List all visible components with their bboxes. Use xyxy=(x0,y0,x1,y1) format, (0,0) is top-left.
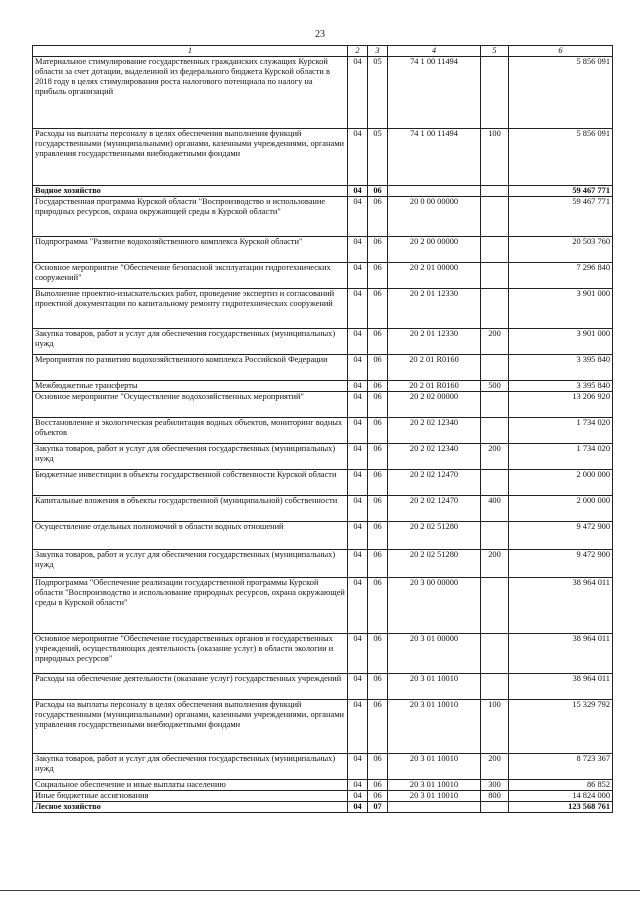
cell-target-code: 20 2 02 12340 xyxy=(388,418,481,444)
table-row xyxy=(33,329,613,355)
table-row xyxy=(33,578,613,634)
cell-subsection: 06 xyxy=(368,634,388,674)
cell-subsection: 06 xyxy=(368,381,388,392)
cell-amount: 5 856 091 xyxy=(509,129,613,186)
cell-amount: 3 395 840 xyxy=(509,381,613,392)
budget-table xyxy=(32,45,613,813)
header-cell-name: 1 xyxy=(33,46,348,57)
cell-subsection: 06 xyxy=(368,186,388,197)
cell-target-code: 20 2 02 00000 xyxy=(388,392,481,418)
cell-section: 04 xyxy=(348,186,368,197)
cell-expense-type: 100 xyxy=(481,700,509,754)
cell-target-code: 20 2 02 12470 xyxy=(388,470,481,496)
cell-name: Подпрограмма "Обеспечение реализации государственной программы Курской области "Воспроизводство и использование природных ресурсов, охрана окружающей среды в Курской области" xyxy=(33,578,348,634)
cell-target-code: 20 3 01 10010 xyxy=(388,780,481,791)
cell-target-code: 20 3 01 10010 xyxy=(388,674,481,700)
cell-amount: 1 734 020 xyxy=(509,444,613,470)
cell-name: Расходы на выплаты персоналу в целях обеспечения выполнения функций государственными (муниципальными) органами, казенными учреждениями, органами управления государственными внебюджетными фондами xyxy=(33,129,348,186)
cell-target-code: 20 3 01 10010 xyxy=(388,754,481,780)
cell-subsection: 06 xyxy=(368,700,388,754)
table-row xyxy=(33,381,613,392)
cell-amount: 13 206 920 xyxy=(509,392,613,418)
cell-section: 04 xyxy=(348,754,368,780)
cell-expense-type xyxy=(481,263,509,289)
table-row xyxy=(33,355,613,381)
cell-expense-type xyxy=(481,418,509,444)
cell-section: 04 xyxy=(348,129,368,186)
cell-expense-type xyxy=(481,186,509,197)
cell-expense-type xyxy=(481,634,509,674)
cell-section: 04 xyxy=(348,700,368,754)
cell-subsection: 06 xyxy=(368,674,388,700)
cell-amount: 3 901 000 xyxy=(509,329,613,355)
cell-section: 04 xyxy=(348,802,368,813)
cell-expense-type xyxy=(481,197,509,237)
cell-expense-type: 300 xyxy=(481,780,509,791)
table-row xyxy=(33,57,613,129)
cell-expense-type: 100 xyxy=(481,129,509,186)
cell-target-code: 20 2 01 12330 xyxy=(388,329,481,355)
cell-name: Закупка товаров, работ и услуг для обеспечения государственных (муниципальных) нужд xyxy=(33,754,348,780)
table-row xyxy=(33,496,613,522)
cell-expense-type: 800 xyxy=(481,791,509,802)
cell-name: Межбюджетные трансферты xyxy=(33,381,348,392)
cell-expense-type xyxy=(481,522,509,550)
cell-name: Основное мероприятие "Осуществление водохозяйственных мероприятий" xyxy=(33,392,348,418)
cell-target-code: 20 2 02 12340 xyxy=(388,444,481,470)
cell-expense-type xyxy=(481,237,509,263)
cell-section: 04 xyxy=(348,470,368,496)
table-row xyxy=(33,263,613,289)
cell-name: Иные бюджетные ассигнования xyxy=(33,791,348,802)
cell-section: 04 xyxy=(348,263,368,289)
cell-subsection: 06 xyxy=(368,578,388,634)
cell-expense-type xyxy=(481,57,509,129)
cell-target-code: 20 0 00 00000 xyxy=(388,197,481,237)
cell-target-code: 20 2 02 51280 xyxy=(388,550,481,578)
cell-section: 04 xyxy=(348,634,368,674)
cell-subsection: 05 xyxy=(368,57,388,129)
cell-subsection: 06 xyxy=(368,522,388,550)
cell-section: 04 xyxy=(348,522,368,550)
cell-amount: 5 856 091 xyxy=(509,57,613,129)
cell-subsection: 06 xyxy=(368,418,388,444)
cell-section: 04 xyxy=(348,578,368,634)
table-row xyxy=(33,791,613,802)
cell-subsection: 05 xyxy=(368,129,388,186)
cell-expense-type xyxy=(481,802,509,813)
cell-target-code: 20 2 01 12330 xyxy=(388,289,481,329)
cell-amount: 3 901 000 xyxy=(509,289,613,329)
cell-section: 04 xyxy=(348,237,368,263)
cell-target-code: 20 2 01 00000 xyxy=(388,263,481,289)
header-cell-target-code: 4 xyxy=(388,46,481,57)
cell-amount: 20 503 760 xyxy=(509,237,613,263)
cell-expense-type xyxy=(481,470,509,496)
cell-target-code: 20 3 00 00000 xyxy=(388,578,481,634)
cell-section: 04 xyxy=(348,57,368,129)
cell-target-code: 74 1 00 11494 xyxy=(388,129,481,186)
cell-amount: 123 568 761 xyxy=(509,802,613,813)
cell-name: Осуществление отдельных полномочий в области водных отношений xyxy=(33,522,348,550)
cell-section: 04 xyxy=(348,791,368,802)
header-cell-amount: 6 xyxy=(509,46,613,57)
cell-subsection: 06 xyxy=(368,791,388,802)
cell-expense-type xyxy=(481,355,509,381)
cell-subsection: 07 xyxy=(368,802,388,813)
cell-section: 04 xyxy=(348,444,368,470)
table-row xyxy=(33,289,613,329)
cell-subsection: 06 xyxy=(368,780,388,791)
table-row xyxy=(33,392,613,418)
cell-name: Закупка товаров, работ и услуг для обеспечения государственных (муниципальных) нужд xyxy=(33,444,348,470)
cell-target-code xyxy=(388,186,481,197)
cell-expense-type: 200 xyxy=(481,550,509,578)
cell-name: Закупка товаров, работ и услуг для обеспечения государственных (муниципальных) нужд xyxy=(33,550,348,578)
cell-subsection: 06 xyxy=(368,263,388,289)
cell-target-code: 20 2 01 R0160 xyxy=(388,381,481,392)
table-row xyxy=(33,674,613,700)
header-row xyxy=(33,46,613,57)
cell-section: 04 xyxy=(348,289,368,329)
cell-name: Основное мероприятие "Обеспечение государственных органов и государственных учреждений, осуществляющих деятельность (оказание услуг) в области экологии и природных ресурсов" xyxy=(33,634,348,674)
cell-expense-type xyxy=(481,578,509,634)
cell-section: 04 xyxy=(348,329,368,355)
page-number: 23 xyxy=(315,29,325,40)
cell-subsection: 06 xyxy=(368,197,388,237)
cell-section: 04 xyxy=(348,381,368,392)
cell-target-code xyxy=(388,802,481,813)
cell-amount: 59 467 771 xyxy=(509,197,613,237)
cell-amount: 3 395 840 xyxy=(509,355,613,381)
cell-name: Основное мероприятие "Обеспечение безопасной эксплуатации гидротехнических сооружений" xyxy=(33,263,348,289)
cell-amount: 15 329 792 xyxy=(509,700,613,754)
cell-name: Государственная программа Курской области "Воспроизводство и использование природных ресурсов, охрана окружающей среды в Курской области" xyxy=(33,197,348,237)
cell-name: Мероприятия по развитию водохозяйственного комплекса Российской Федерации xyxy=(33,355,348,381)
cell-name: Закупка товаров, работ и услуг для обеспечения государственных (муниципальных) нужд xyxy=(33,329,348,355)
cell-subsection: 06 xyxy=(368,237,388,263)
cell-subsection: 06 xyxy=(368,754,388,780)
cell-target-code: 20 2 01 R0160 xyxy=(388,355,481,381)
table-row xyxy=(33,802,613,813)
cell-amount: 38 964 011 xyxy=(509,674,613,700)
cell-amount: 2 000 000 xyxy=(509,470,613,496)
cell-name: Лесное хозяйство xyxy=(33,802,348,813)
cell-name: Материальное стимулирование государственных гражданских служащих Курской области за счет дотации, выделенной из федерального бюджета Курской области в 2018 году в целях стимулирования роста налогового потенциала по налогу на прибыль организаций xyxy=(33,57,348,129)
cell-amount: 38 964 011 xyxy=(509,578,613,634)
table-row xyxy=(33,444,613,470)
cell-name: Капитальные вложения в объекты государственной (муниципальной) собственности xyxy=(33,496,348,522)
cell-expense-type: 200 xyxy=(481,444,509,470)
cell-name: Выполнение проектно-изыскательских работ, проведение экспертиз и согласований проектной документации по капитальному ремонту гидротехнических сооружений xyxy=(33,289,348,329)
cell-target-code: 20 3 01 10010 xyxy=(388,700,481,754)
cell-name: Водное хозяйство xyxy=(33,186,348,197)
cell-name: Расходы на выплаты персоналу в целях обеспечения выполнения функций государственными (муниципальными) органами, казенными учреждениями, органами управления государственными внебюджетными фондами xyxy=(33,700,348,754)
cell-amount: 9 472 900 xyxy=(509,522,613,550)
cell-expense-type: 200 xyxy=(481,329,509,355)
table-row xyxy=(33,197,613,237)
cell-expense-type xyxy=(481,674,509,700)
cell-expense-type: 500 xyxy=(481,381,509,392)
cell-expense-type: 200 xyxy=(481,754,509,780)
cell-target-code: 74 1 00 11494 xyxy=(388,57,481,129)
cell-amount: 7 296 840 xyxy=(509,263,613,289)
cell-amount: 59 467 771 xyxy=(509,186,613,197)
cell-name: Бюджетные инвестиции в объекты государственной собственности Курской области xyxy=(33,470,348,496)
table-row xyxy=(33,129,613,186)
cell-target-code: 20 2 00 00000 xyxy=(388,237,481,263)
cell-subsection: 06 xyxy=(368,329,388,355)
header-cell-section: 2 xyxy=(348,46,368,57)
table-row xyxy=(33,754,613,780)
header-cell-expense-type: 5 xyxy=(481,46,509,57)
cell-name: Восстановление и экологическая реабилитация водных объектов, мониторинг водных объектов xyxy=(33,418,348,444)
cell-amount: 38 964 011 xyxy=(509,634,613,674)
bottom-rule xyxy=(0,890,640,891)
table-row xyxy=(33,634,613,674)
cell-expense-type xyxy=(481,289,509,329)
cell-section: 04 xyxy=(348,674,368,700)
cell-target-code: 20 3 01 00000 xyxy=(388,634,481,674)
table-row xyxy=(33,186,613,197)
cell-amount: 9 472 900 xyxy=(509,550,613,578)
cell-expense-type xyxy=(481,392,509,418)
table-row xyxy=(33,237,613,263)
cell-name: Социальное обеспечение и иные выплаты населению xyxy=(33,780,348,791)
cell-section: 04 xyxy=(348,550,368,578)
cell-subsection: 06 xyxy=(368,289,388,329)
cell-expense-type: 400 xyxy=(481,496,509,522)
cell-subsection: 06 xyxy=(368,550,388,578)
table-row xyxy=(33,550,613,578)
cell-amount: 8 723 367 xyxy=(509,754,613,780)
cell-subsection: 06 xyxy=(368,355,388,381)
cell-name: Расходы на обеспечение деятельности (оказание услуг) государственных учреждений xyxy=(33,674,348,700)
cell-target-code: 20 2 02 51280 xyxy=(388,522,481,550)
cell-section: 04 xyxy=(348,418,368,444)
cell-name: Подпрограмма "Развитие водохозяйственного комплекса Курской области" xyxy=(33,237,348,263)
table-row xyxy=(33,700,613,754)
table-row xyxy=(33,780,613,791)
cell-subsection: 06 xyxy=(368,444,388,470)
cell-amount: 86 852 xyxy=(509,780,613,791)
cell-section: 04 xyxy=(348,780,368,791)
cell-amount: 1 734 020 xyxy=(509,418,613,444)
cell-amount: 14 824 000 xyxy=(509,791,613,802)
cell-section: 04 xyxy=(348,392,368,418)
cell-target-code: 20 2 02 12470 xyxy=(388,496,481,522)
cell-amount: 2 000 000 xyxy=(509,496,613,522)
cell-section: 04 xyxy=(348,355,368,381)
cell-subsection: 06 xyxy=(368,470,388,496)
table-row xyxy=(33,418,613,444)
cell-target-code: 20 3 01 10010 xyxy=(388,791,481,802)
cell-subsection: 06 xyxy=(368,392,388,418)
header-cell-subsection: 3 xyxy=(368,46,388,57)
cell-section: 04 xyxy=(348,197,368,237)
cell-section: 04 xyxy=(348,496,368,522)
cell-subsection: 06 xyxy=(368,496,388,522)
table-row xyxy=(33,522,613,550)
table-row xyxy=(33,470,613,496)
